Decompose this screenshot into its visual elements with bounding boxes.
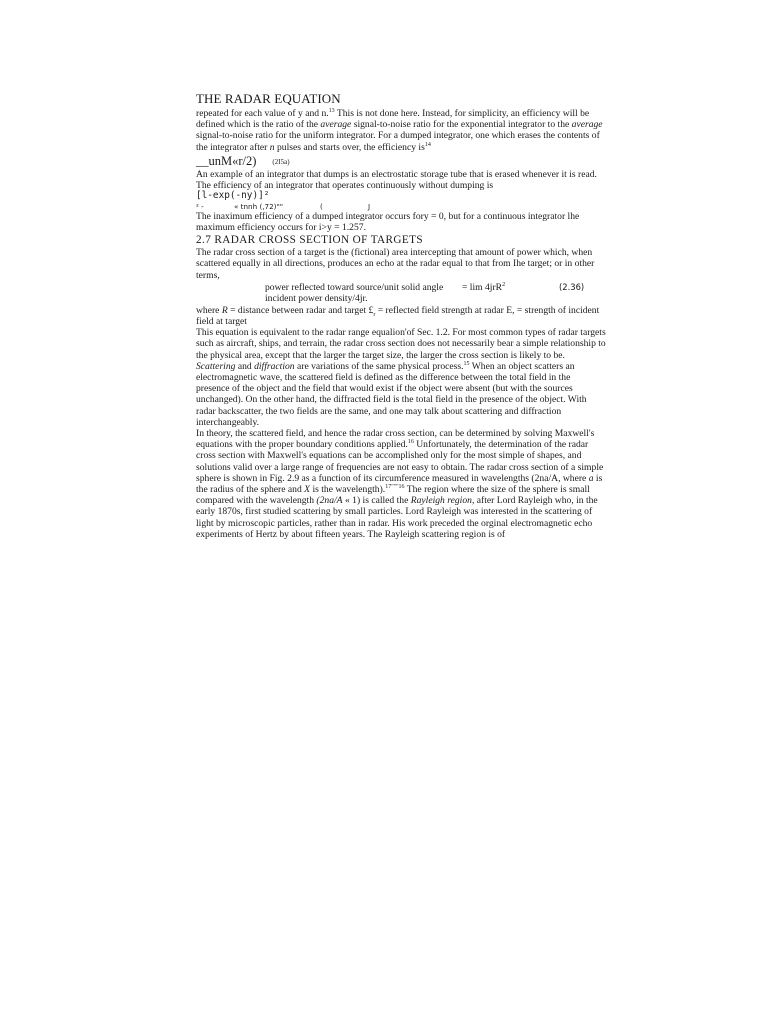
running-header: THE RADAR EQUATION (196, 91, 341, 106)
paragraph-integrator-efficiency: repeated for each value of y and n.$^{13}$ This is not done here. Instead, for simplicity, an efficiency will be defined which is the ratio of the average signal-to-noise ratio for the exponential integrator to the average signal-to-noise ratio for the uniform integrator. For a dumped integrator, one which erases the contents of the integrator after n pulses and starts over, the efficiency $is^{14}$ (196, 108, 603, 153)
footnote-ref: 17"""16 (385, 483, 405, 490)
paragraph-cross-section-definition: The radar cross section of a target is the (fictional) area intercepting that amount of power which, when scattered equally in all directions, produces an echo at the radar equal to that from Ihe target; or in other terms, (196, 247, 595, 281)
section-heading: 2.7 RADAR CROSS SECTION OF TARGETS (196, 234, 423, 247)
equation-fragment-line: ² - « tnnh (,72)"" ( J (196, 201, 371, 211)
equation-radar-cross-section (196, 281, 606, 305)
paragraph-maximum-efficiency: The inaximum efficiency of a dumped integrator occurs fory = 0, but for a continuous integrator lhe maximum efficiency occurs for i>y = 1.257. (196, 210, 580, 233)
paragraph-storage-tube: An example of an integrator that dumps is an electrostatic storage tube that is erased whenever it is read. The efficiency of an integrator that operates continuously without dumping is (196, 168, 597, 192)
paragraph-where-definitions: where R = distance between radar and target $£_r$ = reflected field strength at radar E, = strength of incident field at target (196, 304, 600, 327)
equation-rhs: = lim 4jrR$^2$ (462, 281, 506, 293)
document-page (196, 92, 606, 540)
paragraph-maxwell-rayleigh: In theory, the scattered field, and hence the radar cross section, can be determined by solving Maxwell's equations with the proper boundary conditions applied.$^{16}$ Unfortunately, the determination of the radar cross section with Maxwell's equations can be accomplished only for the most simple of shapes, and solutions valid over a large range of frequencies are not easy to obtain. The radar cross section of a simple sphere is shown in Fig. 2.9 as a function of its circumference measured in wavelengths (2na/A, where a is the radius of the sphere and X is the wavelength).$^{17"""16}$ The region where the size of the sphere is small compared with the wavelength (2na/A « 1) is called the Rayleigh region, after Lord Rayleigh who, in the early 1870s, first studied scattering by small particles. Lord Rayleigh was interested in the scattering of light by microscopic particles, rather than in radar. His work preceded the orginal electromagnetic echo experiments of Hertz by about fifteen years. The Rayleigh scattering region is of (196, 427, 604, 540)
footnote-ref: 16 (407, 439, 414, 446)
footnote-ref: 13 (328, 108, 335, 114)
footnote-ref: 15 (463, 360, 470, 367)
equation-continuous-efficiency: [l-exp(-ny)]² (196, 190, 270, 202)
paragraph-scattering-diffraction: Scattering and diffraction are variations of the same physical process.$^{15}$ When an object scatters an electromagnetic wave, the scattered field is defined as the difference between the total field in the presence of the object and the field that would exist if the object were absent (but with the sources unchanged). On the other hand, the diffracted field is the total field in the presence of the object. With radar backscatter, the two fields are the same, and one may talk about scattering and diffraction interchangeably. (196, 360, 587, 428)
equation-dumped-efficiency: __unM«r/2) (2I5a) (196, 153, 290, 168)
footnote-ref: 14 (424, 141, 431, 148)
equation-denominator: incident power density/4jr. (265, 292, 368, 304)
paragraph-range-equation: This equation is equivalent to the radar range equalion'of Sec. 1.2. For most common types of radar targets such as aircraft, ships, and terrain, the radar cross section does not necessarily bear a simple relationship to the physical area, except that the larger the target size, the larger the cross section is likely to be. (196, 327, 606, 361)
equation-numerator: power reflected toward source/unit solid angle (265, 281, 444, 293)
equation-number: (2.36) (559, 281, 585, 292)
equation-number: (2I5a) (272, 157, 290, 166)
